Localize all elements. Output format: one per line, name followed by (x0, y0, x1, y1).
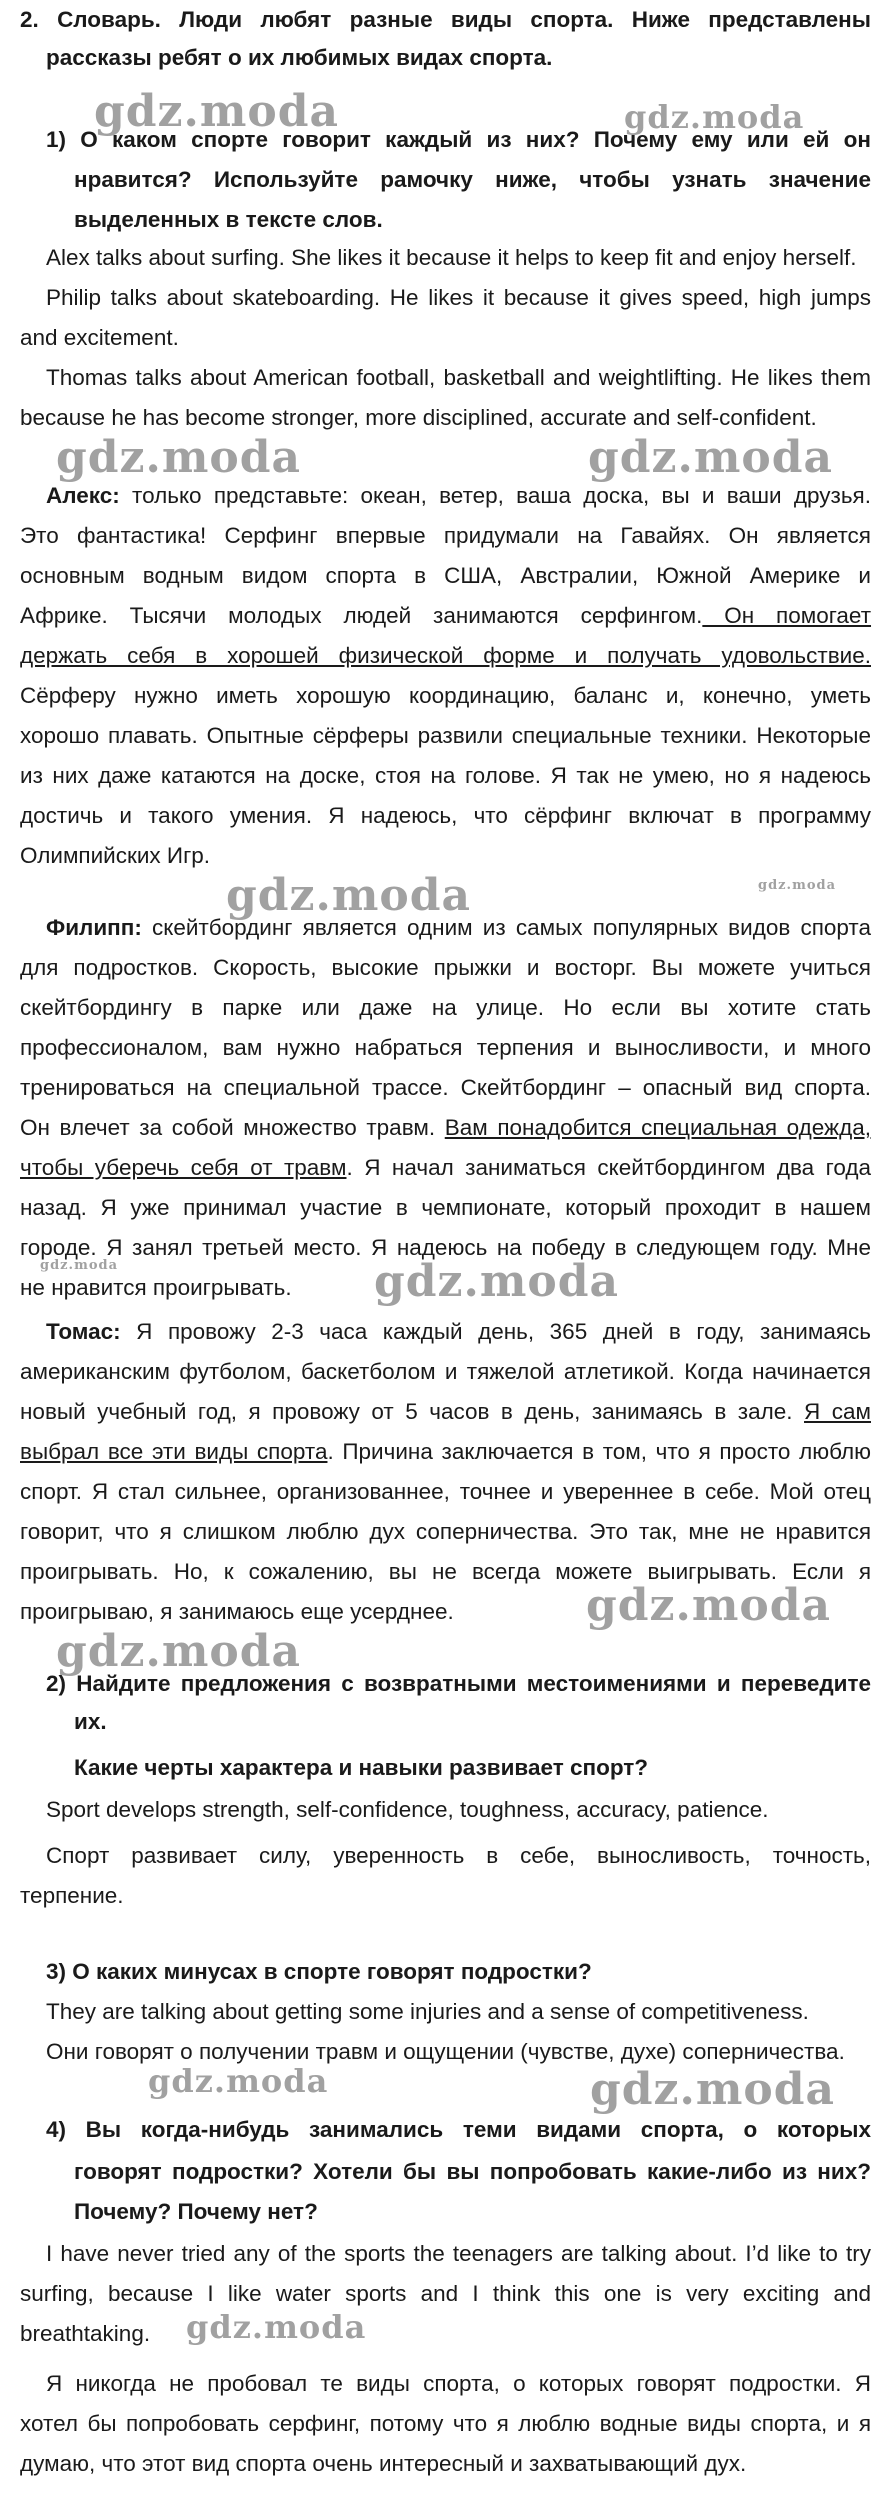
highlighted-phrase: Он помогает (702, 603, 872, 628)
thomas-line-6: говорит, что я слишком люблю дух соперничества. Это так, мне не нравится (20, 1519, 871, 1544)
thomas-line-3: новый учебный год, я провожу от 5 часов в день, занимаясь в зале. Я сам (20, 1399, 871, 1424)
answer-2-line-3: терпение. (20, 1883, 124, 1908)
watermark: gdz.moda (586, 1580, 832, 1631)
thomas-line-4: выбрал все эти виды спорта. Причина заключается в том, что я просто люблю (20, 1439, 871, 1464)
task-intro-line-2: рассказы ребят о их любимых видах спорта. (46, 45, 553, 70)
alex-line-10: Олимпийских Игр. (20, 843, 211, 868)
answer-4-line-1: I have never tried any of the sports the teenagers are talking about. I’d like to try (46, 2241, 871, 2266)
answer-1-line-3: and excitement. (20, 325, 179, 350)
answer-4-line-4: Я никогда не пробовал те виды спорта, о которых говорят подростки. Я (46, 2371, 871, 2396)
alex-line-8: из них даже катаются на доске, стоя на голове. Я так не умею, но я надеюсь (20, 763, 871, 788)
alex-line-2: Это фантастика! Серфинг впервые придумали на Гавайях. Он является (20, 523, 871, 548)
question-3-line-1: 3) О каких минусах в спорте говорят подростки? (46, 1959, 592, 1984)
alex-line-5: держать себя в хорошей физической форме и получать удовольствие. (20, 643, 871, 668)
answer-4-line-3: breathtaking. (20, 2321, 151, 2346)
alex-line-3: основным водным видом спорта в США, Австралии, Южной Америке и (20, 563, 871, 588)
philip-line-5: тренироваться на специальной трассе. Скейтбординг – опасный вид спорта. (20, 1075, 871, 1100)
philip-line-10: не нравится проигрывать. (20, 1275, 292, 1300)
thomas-line-2: американским футболом, баскетболом и тяжелой атлетикой. Когда начинается (20, 1359, 871, 1384)
watermark: gdz.moda (56, 432, 302, 483)
alex-line-4: Африке. Тысячи молодых людей занимаются серфингом. Он помогает (20, 603, 872, 628)
alex-line-1: Алекс: только представьте: океан, ветер, ваша доска, вы и ваши друзья. (46, 483, 871, 508)
answer-4-line-2: surfing, because I like water sports and I think this one is very exciting and (20, 2281, 871, 2306)
philip-line-1: Филипп: скейтбординг является одним из самых популярных видов спорта (46, 915, 871, 940)
watermark: gdz.moda (758, 878, 837, 893)
watermark: gdz.moda (226, 870, 472, 921)
answer-4-line-6: думаю, что этот вид спорта очень интересный и захватывающий дух. (20, 2451, 747, 2476)
answer-2-line-2: Спорт развивает силу, уверенность в себе, выносливость, точность, (46, 1843, 871, 1868)
answer-1-line-1: Alex talks about surfing. She likes it because it helps to keep fit and enjoy herself. (46, 245, 857, 270)
alex-line-6: Сёрферу нужно иметь хорошую координацию, баланс и, конечно, уметь (20, 683, 871, 708)
question-4-line-2: говорят подростки? Хотели бы вы попробовать какие-либо из них? (74, 2159, 871, 2184)
question-2-line-2: их. (74, 1709, 107, 1734)
question-1-line-2: нравится? Используйте рамочку ниже, чтобы узнать значение (74, 167, 871, 192)
alex-name: Алекс: (46, 483, 120, 508)
highlighted-phrase: выбрал все эти виды спорта (20, 1439, 328, 1464)
thomas-name: Томас: (46, 1319, 121, 1344)
philip-line-7: чтобы уберечь себя от травм. Я начал заниматься скейтбордингом два года (20, 1155, 871, 1180)
philip-line-3: скейтбордингу в парке или даже на улице. Но если вы хотите стать (20, 995, 871, 1020)
answer-4-line-5: хотел бы попробовать серфинг, потому что я люблю водные виды спорта, и я (20, 2411, 871, 2436)
watermark: gdz.moda (40, 1258, 119, 1273)
watermark: gdz.moda (148, 2062, 329, 2100)
question-1-line-1: 1) О каком спорте говорит каждый из них? Почему ему или ей он (46, 127, 871, 152)
answer-1-line-2: Philip talks about skateboarding. He likes it because it gives speed, high jumps (46, 285, 871, 310)
philip-line-8: назад. Я уже принимал участие в чемпионате, который проходит в нашем (20, 1195, 871, 1220)
watermark: gdz.moda (94, 86, 340, 137)
task-number: 2. (20, 7, 39, 32)
question-2-line-3: Какие черты характера и навыки развивает спорт? (74, 1755, 649, 1780)
highlighted-phrase: чтобы уберечь себя от травм (20, 1155, 347, 1180)
question-1-line-3: выделенных в тексте слов. (74, 207, 383, 232)
philip-line-2: для подростков. Скорость, высокие прыжки и восторг. Вы можете учиться (20, 955, 871, 980)
watermark: gdz.moda (186, 2308, 367, 2346)
task-intro-line-1: 2. Словарь. Люди любят разные виды спорта. Ниже представлены (20, 7, 871, 32)
philip-name: Филипп: (46, 915, 142, 940)
watermark: gdz.moda (624, 98, 805, 136)
thomas-line-5: спорт. Я стал сильнее, организованнее, точнее и увереннее в себе. Мой отец (20, 1479, 871, 1504)
highlighted-phrase: Я сам (804, 1399, 871, 1424)
answer-1-line-4: Thomas talks about American football, basketball and weightlifting. He likes them (46, 365, 871, 390)
philip-line-4: профессионалом, вам нужно набраться терпения и выносливости, и много (20, 1035, 871, 1060)
answer-2-line-1: Sport develops strength, self-confidence, toughness, accuracy, patience. (46, 1797, 769, 1822)
answer-3-line-2: Они говорят о получении травм и ощущении (чувстве, духе) соперничества. (46, 2039, 845, 2064)
watermark: gdz.moda (590, 2064, 836, 2115)
answer-1-line-5: because he has become stronger, more disciplined, accurate and self-confident. (20, 405, 817, 430)
watermark: gdz.moda (56, 1626, 302, 1677)
highlighted-phrase: Вам понадобится специальная одежда, (444, 1115, 871, 1140)
thomas-line-7: проигрывать. Но, к сожалению, вы не всегда можете выигрывать. Если я (20, 1559, 871, 1584)
thomas-line-1: Томас: Я провожу 2-3 часа каждый день, 365 дней в году, занимаясь (46, 1319, 871, 1344)
answer-3-line-1: They are talking about getting some injuries and a sense of competitiveness. (46, 1999, 809, 2024)
philip-line-9: городе. Я занял третьей место. Я надеюсь на победу в следующем году. Мне (20, 1235, 871, 1260)
watermark: gdz.moda (374, 1256, 620, 1307)
question-4-line-1: 4) Вы когда-нибудь занимались теми видами спорта, о которых (46, 2117, 871, 2142)
alex-line-7: хорошо плавать. Опытные сёрферы развили специальные техники. Некоторые (20, 723, 871, 748)
thomas-line-8: проигрываю, я занимаюсь еще усерднее. (20, 1599, 454, 1624)
philip-line-6: Он влечет за собой множество травм. Вам понадобится специальная одежда, (20, 1115, 871, 1140)
alex-line-9: достичь и такого умения. Я надеюсь, что сёрфинг включат в программу (20, 803, 871, 828)
question-2-line-1: 2) Найдите предложения с возвратными местоимениями и переведите (46, 1671, 871, 1696)
watermark: gdz.moda (588, 432, 834, 483)
question-4-line-3: Почему? Почему нет? (74, 2199, 318, 2224)
